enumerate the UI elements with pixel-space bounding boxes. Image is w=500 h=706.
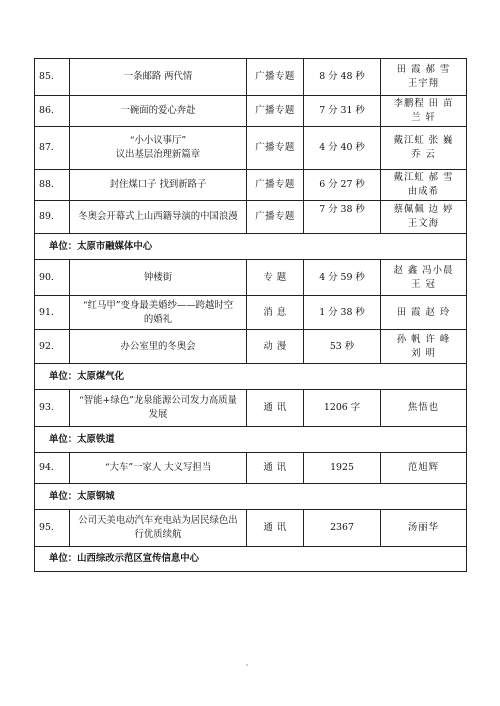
unit-label: 单位：太原煤气化 <box>35 364 467 390</box>
awards-table <box>34 58 467 572</box>
entry-number: 89. <box>35 201 70 234</box>
entry-authors <box>381 170 467 201</box>
entry-title-line: 行优质续航 <box>134 529 182 540</box>
entry-title <box>70 127 247 170</box>
entry-number: 85. <box>35 59 70 96</box>
unit-header-row <box>35 547 467 572</box>
entry-authors <box>381 453 467 484</box>
unit-header-row <box>35 234 467 260</box>
entry-title <box>70 453 247 484</box>
entry-author-line: 兰 轩 <box>411 112 436 123</box>
entry-authors <box>381 390 467 427</box>
entry-author-line: 由成希 <box>407 186 440 197</box>
entry-length: 6 分 27 秒 <box>304 170 381 201</box>
entry-type: 通 讯 <box>247 453 304 484</box>
unit-label: 单位：山西综改示范区宣传信息中心 <box>35 547 467 572</box>
page-speck <box>246 664 248 666</box>
entry-length: 53 秒 <box>304 330 381 364</box>
entry-title <box>70 59 247 96</box>
entry-title-line: “大车”一家人 大义写担当 <box>104 462 212 473</box>
entry-title-line: 钟楼街 <box>143 271 173 283</box>
entry-number: 87. <box>35 127 70 170</box>
entry-author-line: 蔡佩佩 边 婷 <box>393 204 454 215</box>
entry-length: 1925 <box>304 453 381 484</box>
entry-length: 1206 字 <box>304 390 381 427</box>
entry-type: 动 漫 <box>247 330 304 364</box>
entry-title-line: 封住煤口子 找到新路子 <box>109 179 207 190</box>
table-body <box>35 59 467 572</box>
entry-title <box>70 330 247 364</box>
entry-title <box>70 390 247 427</box>
entry-authors <box>381 510 467 547</box>
entry-authors <box>381 296 467 330</box>
entry-title-line: 一条邮路 两代情 <box>123 71 193 82</box>
entry-author-line: 李鹏程 田 苗 <box>393 98 454 109</box>
entry-type: 专 题 <box>247 260 304 296</box>
table-row <box>35 510 467 547</box>
entry-title-line: 公司天美电动汽车充电站为居民绿色出 <box>78 515 238 526</box>
entry-author-line: 刘 明 <box>411 347 436 359</box>
entry-number: 93. <box>35 390 70 427</box>
entry-title <box>70 260 247 296</box>
entry-type: 广播专题 <box>247 96 304 127</box>
table-row <box>35 390 467 427</box>
entry-author-line: 戴江虹 张 巍 <box>393 135 454 146</box>
entry-type: 消 息 <box>247 296 304 330</box>
entry-author-line: 乔 云 <box>411 149 436 160</box>
entry-title-line: 发展 <box>148 409 168 420</box>
entry-authors <box>381 96 467 127</box>
entry-number: 95. <box>35 510 70 547</box>
entry-type: 广播专题 <box>247 59 304 96</box>
entry-number: 90. <box>35 260 70 296</box>
table-row <box>35 260 467 296</box>
entry-number: 88. <box>35 170 70 201</box>
unit-label: 单位：太原市融媒体中心 <box>35 234 467 260</box>
unit-header-row <box>35 364 467 390</box>
entry-author-line: 田 霞 郝 雪 <box>396 64 451 75</box>
entry-title <box>70 296 247 330</box>
entry-title-line: 一碗面的爱心奔赴 <box>120 105 196 116</box>
entry-author-line: 田 霞 赵 玲 <box>396 306 451 318</box>
entry-number: 94. <box>35 453 70 484</box>
entry-authors <box>381 201 467 234</box>
table-row <box>35 96 467 127</box>
entry-number: 92. <box>35 330 70 364</box>
entry-authors <box>381 59 467 96</box>
table-row <box>35 296 467 330</box>
entry-author-line: 戴江虹 郝 雪 <box>393 172 454 183</box>
table-row <box>35 127 467 170</box>
entry-author-line: 王文海 <box>407 218 440 229</box>
entry-length: 2367 <box>304 510 381 547</box>
entry-type: 通 讯 <box>247 510 304 547</box>
entry-title-line: 冬奥会开幕式上山西籍导演的中国浪漫 <box>78 211 238 222</box>
table-row <box>35 59 467 96</box>
entry-number: 91. <box>35 296 70 330</box>
entry-author-line: 孙 帆 许 峰 <box>396 333 451 345</box>
entry-author-line: 王 冠 <box>411 278 436 290</box>
entry-title-line: 办公室里的冬奥会 <box>120 340 196 352</box>
entry-type: 广播专题 <box>247 201 304 234</box>
entry-length: 1 分 38 秒 <box>304 296 381 330</box>
entry-authors <box>381 330 467 364</box>
unit-label: 单位：太原钢城 <box>35 484 467 510</box>
entry-author-line: 汤丽华 <box>407 522 440 533</box>
entry-authors <box>381 127 467 170</box>
entry-type: 广播专题 <box>247 127 304 170</box>
entry-title-line: “智能+绿色”龙泉能源公司发力高质量 <box>78 395 238 406</box>
entry-length: 7 分 31 秒 <box>304 96 381 127</box>
entry-author-line: 赵 鑫 冯小晨 <box>393 264 454 276</box>
entry-title <box>70 170 247 201</box>
entry-title <box>70 96 247 127</box>
entry-title-line: “小小议事厅” <box>129 135 187 146</box>
entry-authors <box>381 260 467 296</box>
entry-author-line: 王宇翔 <box>407 78 440 89</box>
entry-length: 4 分 40 秒 <box>304 127 381 170</box>
unit-header-row <box>35 427 467 453</box>
entry-title-line: 的婚礼 <box>143 313 173 325</box>
table-row <box>35 453 467 484</box>
entry-type: 通 讯 <box>247 390 304 427</box>
unit-label: 单位：太原铁道 <box>35 427 467 453</box>
entry-length: 4 分 59 秒 <box>304 260 381 296</box>
entry-author-line: 焦悟也 <box>407 402 440 413</box>
entry-length: 8 分 48 秒 <box>304 59 381 96</box>
entry-title-line: “红马甲”变身最美婚纱——跨越时空 <box>82 299 234 311</box>
entry-number: 86. <box>35 96 70 127</box>
entry-type: 广播专题 <box>247 170 304 201</box>
table-row <box>35 201 467 234</box>
entry-length: 7 分 38 秒 <box>304 201 381 234</box>
unit-header-row <box>35 484 467 510</box>
entry-title-line: 议出基层治理新篇章 <box>115 149 201 160</box>
table-row <box>35 330 467 364</box>
entry-author-line: 范旭辉 <box>407 462 440 473</box>
entry-title <box>70 510 247 547</box>
table-row <box>35 170 467 201</box>
entry-title <box>70 201 247 234</box>
